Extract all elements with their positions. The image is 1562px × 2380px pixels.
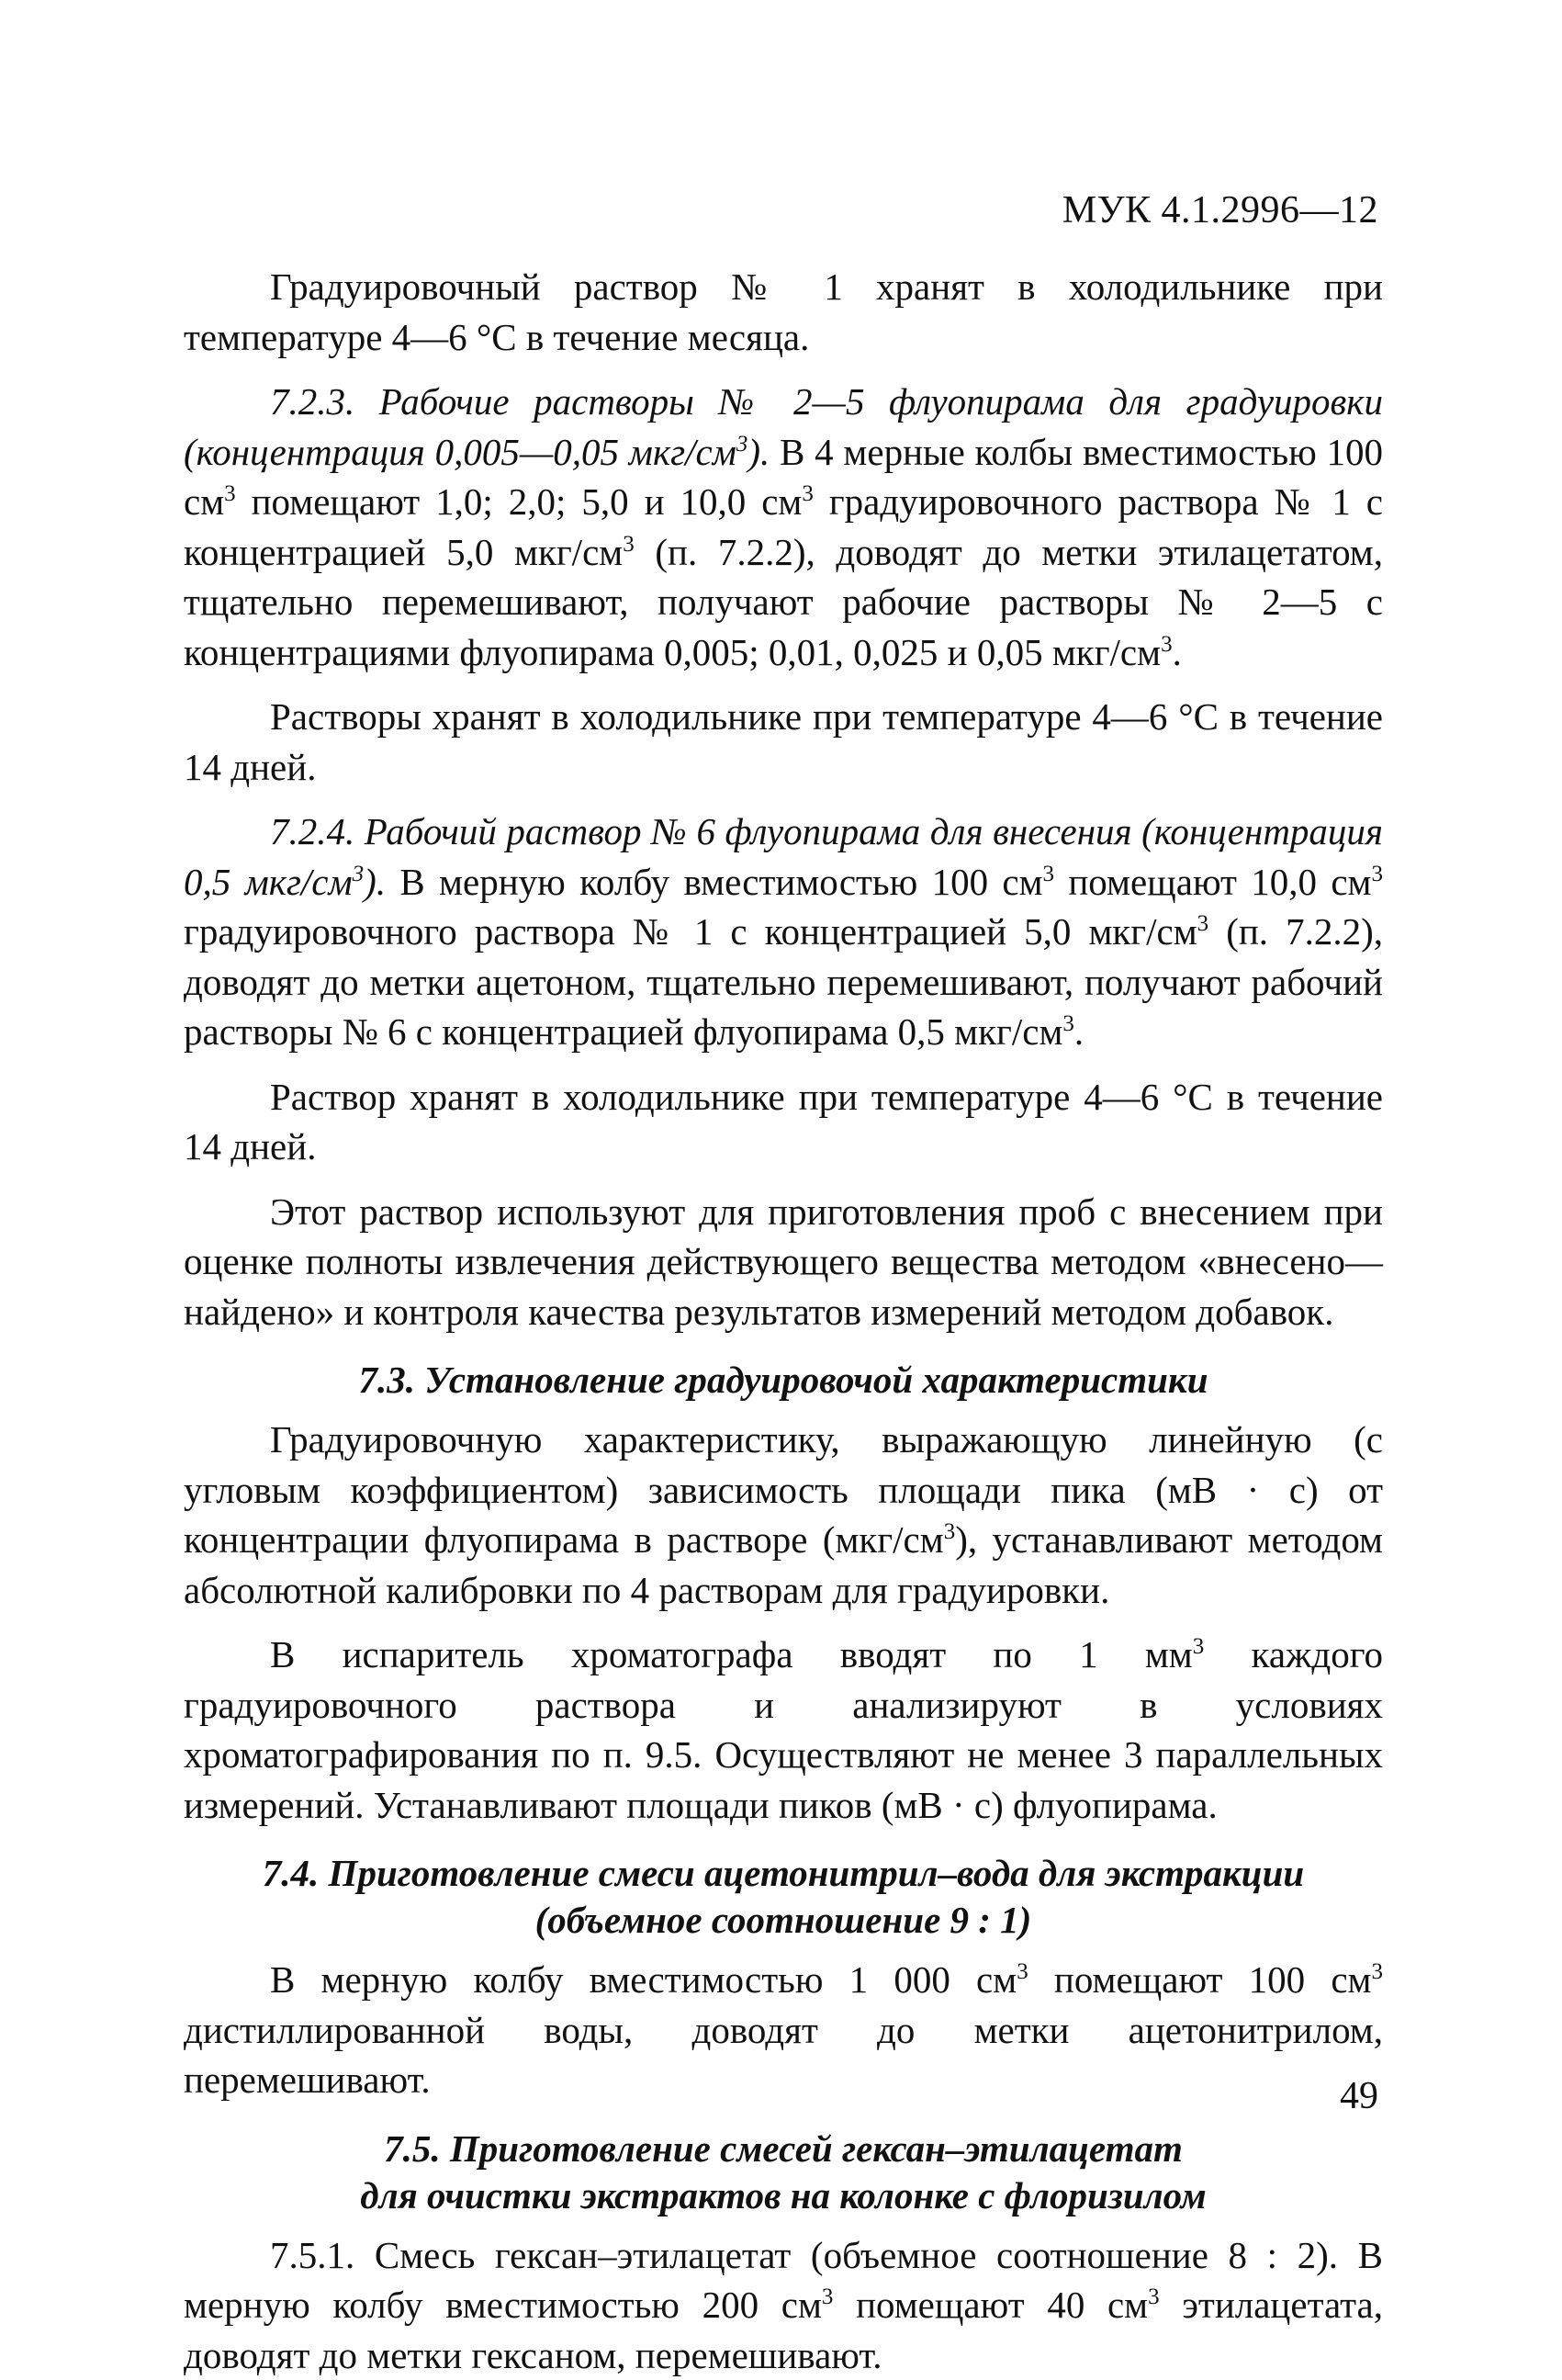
section-7-4-heading: 7.4. Приготовление смеси ацетонитрил–вода для экстракции (объемное соотношение 9 : 1) xyxy=(184,1850,1383,1944)
page-body xyxy=(184,262,1383,2380)
section-7-2-4-title: 7.2.4. Рабочий раствор № 6 флуопирама для внесения (концентрация 0,5 мкг/$см^3$). xyxy=(184,810,1383,903)
paragraph-storage-solution-1: Градуировочный раствор № 1 хранят в холодильнике при температуре 4—6 °С в течение месяца. xyxy=(184,262,1383,362)
paragraph-7-2-3: 7.2.3. Рабочие растворы № 2—5 флуопирама для градуировки (концентрация 0,005—0,05 мкг/$см^3$). В 4 мерные колбы вместимостью 100 $см^3$ помещают 1,0; 2,0; 5,0 и 10,0 $см^3$ градуировочного раствора № 1 с концентрацией 5,0 мкг/$см^3$ (п. 7.2.2), доводят до метки этилацетатом, тщательно перемешивают, получают рабочие растворы № 2—5 с концентрациями флуопирама 0,005; 0,01, 0,025 и 0,05 мкг/$см^3$. xyxy=(184,377,1383,677)
paragraph-7-4: В мерную колбу вместимостью 1 000 $см^3$ помещают 100 $см^3$ дистиллированной воды, доводят до метки ацетонитрилом, перемешивают. xyxy=(184,1955,1383,2105)
paragraph-7-2-4: 7.2.4. Рабочий раствор № 6 флуопирама для внесения (концентрация 0,5 мкг/$см^3$). В мерную колбу вместимостью 100 $см^3$ помещают 10,0 $см^3$ градуировочного раствора № 1 с концентрацией 5,0 мкг/$см^3$ (п. 7.2.2), доводят до метки ацетоном, тщательно перемешивают, получают рабочий растворы № 6 с концентрацией флуопирама 0,5 мкг/$см^3$. xyxy=(184,806,1383,1057)
paragraph-7-5-1: 7.5.1. Смесь гексан–этилацетат (объемное соотношение 8 : 2). В мерную колбу вместимостью 200 $см^3$ помещают 40 $см^3$ этилацетата, доводят до метки гексаном, перемешивают. xyxy=(184,2230,1383,2380)
section-7-2-3-title: 7.2.3. Рабочие растворы № 2—5 флуопирама для градуировки (концентрация 0,005—0,05 мкг/$см^3$). xyxy=(184,380,1383,473)
section-7-5-heading: 7.5. Приготовление смесей гексан–этилацетат для очистки экстрактов на колонке с флоризилом xyxy=(184,2126,1383,2219)
paragraph-7-3-calibration: Градуировочную характеристику, выражающую линейную (с угловым коэффициентом) зависимость площади пика (мВ · с) от концентрации флуопирама в растворе $(мкг/см^3)$, устанавливают методом абсолютной калибровки по 4 растворам для градуировки. xyxy=(184,1415,1383,1615)
paragraph-storage-solution-6: Раствор хранят в холодильнике при температуре 4—6 °С в течение 14 дней. xyxy=(184,1072,1383,1172)
paragraph-storage-solutions-2-5: Растворы хранят в холодильнике при температуре 4—6 °С в течение 14 дней. xyxy=(184,692,1383,792)
paragraph-solution-usage: Этот раствор используют для приготовления проб с внесением при оценке полноты извлечения действующего вещества методом «внесено—найдено» и контроля качества результатов измерений методом добавок. xyxy=(184,1187,1383,1337)
paragraph-7-3-injection: В испаритель хроматографа вводят по 1 $мм^3$ каждого градуировочного раствора и анализируют в условиях хроматографирования по п. 9.5. Осуществляют не менее 3 параллельных измерений. Устанавливают площади пиков (мВ · с) флуопирама. xyxy=(184,1630,1383,1830)
page-number: 49 xyxy=(1340,2074,1378,2118)
document-code-header: МУК 4.1.2996—12 xyxy=(1062,188,1378,232)
section-7-3-heading: 7.3. Установление градуировочой характеристики xyxy=(184,1357,1383,1404)
